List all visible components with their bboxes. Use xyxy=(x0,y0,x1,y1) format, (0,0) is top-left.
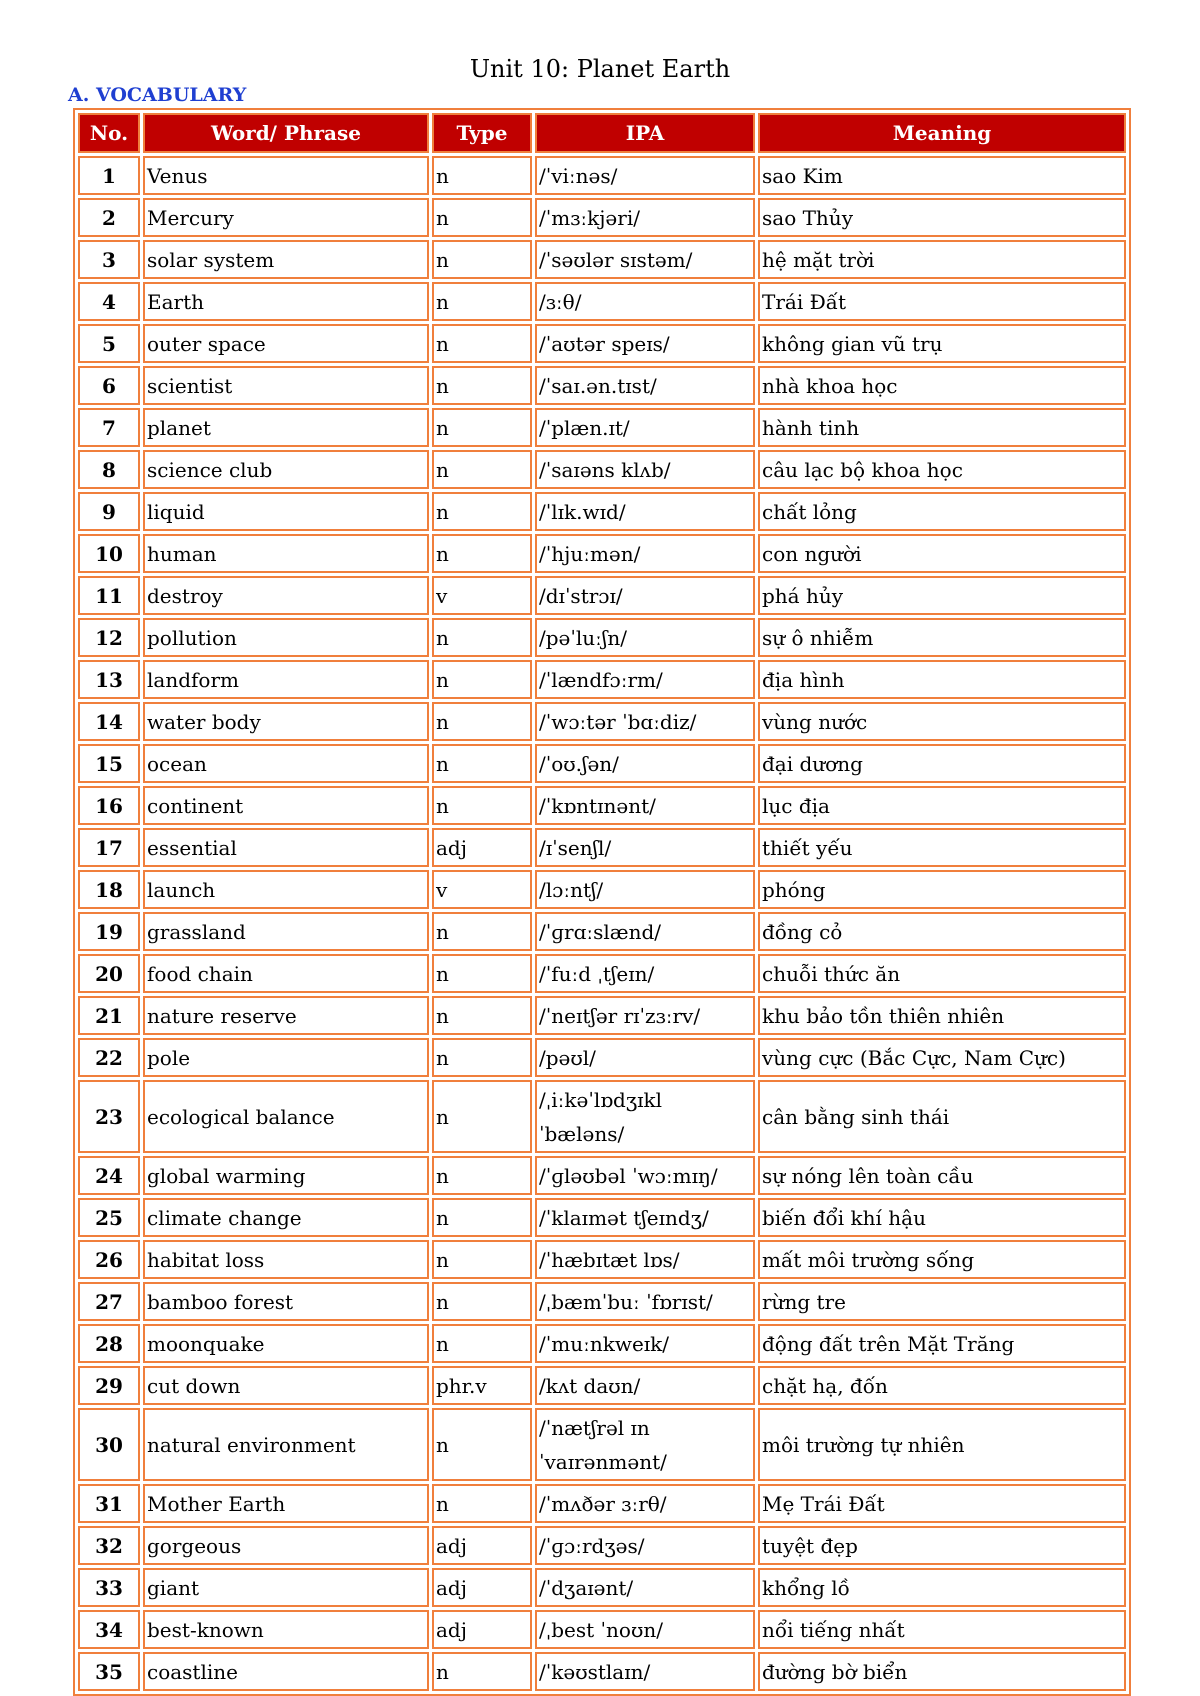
cell-type: n xyxy=(432,366,532,405)
cell-no: 9 xyxy=(78,492,140,531)
cell-meaning: chuỗi thức ăn xyxy=(758,954,1126,993)
cell-ipa: /lɔːntʃ/ xyxy=(535,870,755,909)
cell-word: Mercury xyxy=(143,198,429,237)
table-row xyxy=(78,240,1126,279)
cell-no: 2 xyxy=(78,198,140,237)
cell-no: 8 xyxy=(78,450,140,489)
table-row xyxy=(78,324,1126,363)
cell-meaning: phóng xyxy=(758,870,1126,909)
cell-word: continent xyxy=(143,786,429,825)
cell-meaning: sao Thủy xyxy=(758,198,1126,237)
cell-ipa: /ˈɡɔːrdʒəs/ xyxy=(535,1526,755,1565)
cell-word: launch xyxy=(143,870,429,909)
cell-meaning: lục địa xyxy=(758,786,1126,825)
cell-ipa: /ˈkəʊstlaɪn/ xyxy=(535,1652,755,1691)
table-row xyxy=(78,912,1126,951)
cell-meaning: khu bảo tồn thiên nhiên xyxy=(758,996,1126,1035)
table-row xyxy=(78,1324,1126,1363)
cell-meaning: sự nóng lên toàn cầu xyxy=(758,1156,1126,1195)
cell-type: n xyxy=(432,1038,532,1077)
cell-meaning: sao Kim xyxy=(758,156,1126,195)
cell-word: pollution xyxy=(143,618,429,657)
cell-meaning: vùng nước xyxy=(758,702,1126,741)
cell-word: planet xyxy=(143,408,429,447)
cell-type: n xyxy=(432,996,532,1035)
cell-no: 22 xyxy=(78,1038,140,1077)
cell-meaning: đường bờ biển xyxy=(758,1652,1126,1691)
cell-word: bamboo forest xyxy=(143,1282,429,1321)
cell-ipa: /ˈhjuːmən/ xyxy=(535,534,755,573)
cell-ipa: /ˈsaɪ.ən.tɪst/ xyxy=(535,366,755,405)
cell-word: giant xyxy=(143,1568,429,1607)
cell-no: 7 xyxy=(78,408,140,447)
cell-word: essential xyxy=(143,828,429,867)
cell-type: n xyxy=(432,1324,532,1363)
table-row xyxy=(78,702,1126,741)
cell-meaning: đồng cỏ xyxy=(758,912,1126,951)
cell-no: 32 xyxy=(78,1526,140,1565)
cell-no: 21 xyxy=(78,996,140,1035)
cell-meaning: không gian vũ trụ xyxy=(758,324,1126,363)
cell-no: 15 xyxy=(78,744,140,783)
cell-word: natural environment xyxy=(143,1408,429,1481)
table-row xyxy=(78,870,1126,909)
page-title: Unit 10: Planet Earth xyxy=(469,55,731,83)
cell-ipa: /ˈlɪk.wɪd/ xyxy=(535,492,755,531)
cell-ipa: /ˌiːkəˈlɒdʒɪkl ˈbæləns/ xyxy=(535,1080,755,1153)
cell-ipa: /ˈmʌðər ɜːrθ/ xyxy=(535,1484,755,1523)
cell-word: grassland xyxy=(143,912,429,951)
table-row xyxy=(78,996,1126,1035)
cell-meaning: rừng tre xyxy=(758,1282,1126,1321)
cell-no: 17 xyxy=(78,828,140,867)
cell-type: v xyxy=(432,576,532,615)
cell-type: n xyxy=(432,198,532,237)
cell-type: n xyxy=(432,1282,532,1321)
cell-ipa: /ˈneɪtʃər rɪˈzɜːrv/ xyxy=(535,996,755,1035)
cell-no: 14 xyxy=(78,702,140,741)
cell-no: 28 xyxy=(78,1324,140,1363)
cell-ipa: /ˈfuːd ˌtʃeɪn/ xyxy=(535,954,755,993)
cell-no: 16 xyxy=(78,786,140,825)
cell-no: 34 xyxy=(78,1610,140,1649)
cell-type: adj xyxy=(432,1526,532,1565)
cell-ipa: /ˌbæmˈbuː ˈfɒrɪst/ xyxy=(535,1282,755,1321)
column-header-word: Word/ Phrase xyxy=(143,113,429,153)
cell-word: outer space xyxy=(143,324,429,363)
table-row xyxy=(78,1526,1126,1565)
table-row xyxy=(78,450,1126,489)
cell-word: human xyxy=(143,534,429,573)
cell-meaning: nổi tiếng nhất xyxy=(758,1610,1126,1649)
cell-type: phr.v xyxy=(432,1366,532,1405)
cell-no: 5 xyxy=(78,324,140,363)
table-row xyxy=(78,576,1126,615)
cell-word: gorgeous xyxy=(143,1526,429,1565)
cell-word: ecological balance xyxy=(143,1080,429,1153)
table-row xyxy=(78,1366,1126,1405)
cell-no: 31 xyxy=(78,1484,140,1523)
cell-meaning: phá hủy xyxy=(758,576,1126,615)
cell-type: n xyxy=(432,660,532,699)
cell-ipa: /ˈkɒntɪnənt/ xyxy=(535,786,755,825)
cell-no: 6 xyxy=(78,366,140,405)
cell-no: 3 xyxy=(78,240,140,279)
cell-no: 18 xyxy=(78,870,140,909)
table-body xyxy=(78,156,1126,1691)
cell-type: adj xyxy=(432,1568,532,1607)
cell-type: n xyxy=(432,618,532,657)
cell-meaning: con người xyxy=(758,534,1126,573)
cell-type: n xyxy=(432,240,532,279)
cell-ipa: /ˈmɜːkjəri/ xyxy=(535,198,755,237)
cell-meaning: Trái Đất xyxy=(758,282,1126,321)
cell-no: 25 xyxy=(78,1198,140,1237)
cell-type: n xyxy=(432,324,532,363)
cell-ipa: /dɪˈstrɔɪ/ xyxy=(535,576,755,615)
table-row xyxy=(78,282,1126,321)
cell-word: food chain xyxy=(143,954,429,993)
table-row xyxy=(78,1408,1126,1481)
cell-word: Earth xyxy=(143,282,429,321)
cell-type: n xyxy=(432,912,532,951)
cell-ipa: /kʌt daʊn/ xyxy=(535,1366,755,1405)
table-row xyxy=(78,1156,1126,1195)
cell-type: n xyxy=(432,282,532,321)
cell-ipa: /ˈoʊ.ʃən/ xyxy=(535,744,755,783)
table-row xyxy=(78,156,1126,195)
cell-ipa: /ˈsəʊlər sɪstəm/ xyxy=(535,240,755,279)
cell-meaning: mất môi trường sống xyxy=(758,1240,1126,1279)
column-header-meaning: Meaning xyxy=(758,113,1126,153)
cell-no: 11 xyxy=(78,576,140,615)
cell-ipa: /ˈnætʃrəl ɪn ˈvaɪrənmənt/ xyxy=(535,1408,755,1481)
cell-meaning: chặt hạ, đốn xyxy=(758,1366,1126,1405)
table-row xyxy=(78,1282,1126,1321)
cell-meaning: sự ô nhiễm xyxy=(758,618,1126,657)
cell-ipa: /ˈklaɪmət tʃeɪndʒ/ xyxy=(535,1198,755,1237)
cell-type: n xyxy=(432,1484,532,1523)
table-row xyxy=(78,828,1126,867)
cell-word: pole xyxy=(143,1038,429,1077)
cell-no: 20 xyxy=(78,954,140,993)
cell-word: Mother Earth xyxy=(143,1484,429,1523)
table-row xyxy=(78,1080,1126,1153)
cell-type: n xyxy=(432,1156,532,1195)
cell-type: v xyxy=(432,870,532,909)
cell-ipa: /ˈsaɪəns klʌb/ xyxy=(535,450,755,489)
table-row xyxy=(78,1484,1126,1523)
cell-ipa: /ˈaʊtər speɪs/ xyxy=(535,324,755,363)
cell-type: n xyxy=(432,408,532,447)
cell-ipa: /ˈdʒaɪənt/ xyxy=(535,1568,755,1607)
cell-meaning: hành tinh xyxy=(758,408,1126,447)
cell-ipa: /ˈɡləʊbəl ˈwɔːmɪŋ/ xyxy=(535,1156,755,1195)
column-header-type: Type xyxy=(432,113,532,153)
cell-type: n xyxy=(432,1198,532,1237)
cell-type: adj xyxy=(432,828,532,867)
table-row xyxy=(78,198,1126,237)
cell-type: n xyxy=(432,786,532,825)
cell-meaning: địa hình xyxy=(758,660,1126,699)
cell-word: destroy xyxy=(143,576,429,615)
cell-no: 27 xyxy=(78,1282,140,1321)
cell-no: 30 xyxy=(78,1408,140,1481)
table-row xyxy=(78,1610,1126,1649)
cell-meaning: biến đổi khí hậu xyxy=(758,1198,1126,1237)
column-header-no: No. xyxy=(78,113,140,153)
table-header-row xyxy=(78,113,1126,153)
cell-word: liquid xyxy=(143,492,429,531)
cell-type: adj xyxy=(432,1610,532,1649)
cell-no: 33 xyxy=(78,1568,140,1607)
cell-meaning: đại dương xyxy=(758,744,1126,783)
cell-word: habitat loss xyxy=(143,1240,429,1279)
cell-ipa: /ɜːθ/ xyxy=(535,282,755,321)
cell-no: 13 xyxy=(78,660,140,699)
cell-type: n xyxy=(432,1240,532,1279)
table-row xyxy=(78,1652,1126,1691)
cell-no: 26 xyxy=(78,1240,140,1279)
cell-type: n xyxy=(432,492,532,531)
cell-type: n xyxy=(432,156,532,195)
cell-word: global warming xyxy=(143,1156,429,1195)
cell-type: n xyxy=(432,534,532,573)
cell-word: moonquake xyxy=(143,1324,429,1363)
cell-word: landform xyxy=(143,660,429,699)
cell-word: cut down xyxy=(143,1366,429,1405)
cell-meaning: tuyệt đẹp xyxy=(758,1526,1126,1565)
cell-type: n xyxy=(432,702,532,741)
cell-ipa: /ˈhæbɪtæt lɒs/ xyxy=(535,1240,755,1279)
cell-no: 12 xyxy=(78,618,140,657)
cell-ipa: /ɪˈsenʃl/ xyxy=(535,828,755,867)
cell-meaning: câu lạc bộ khoa học xyxy=(758,450,1126,489)
table-row xyxy=(78,534,1126,573)
cell-ipa: /ˈviːnəs/ xyxy=(535,156,755,195)
cell-type: n xyxy=(432,1408,532,1481)
cell-no: 35 xyxy=(78,1652,140,1691)
cell-meaning: nhà khoa học xyxy=(758,366,1126,405)
cell-no: 1 xyxy=(78,156,140,195)
table-row xyxy=(78,408,1126,447)
cell-ipa: /pəʊl/ xyxy=(535,1038,755,1077)
cell-meaning: cân bằng sinh thái xyxy=(758,1080,1126,1153)
cell-word: ocean xyxy=(143,744,429,783)
cell-word: solar system xyxy=(143,240,429,279)
cell-word: climate change xyxy=(143,1198,429,1237)
cell-type: n xyxy=(432,450,532,489)
cell-meaning: môi trường tự nhiên xyxy=(758,1408,1126,1481)
cell-ipa: /ˌbest ˈnoʊn/ xyxy=(535,1610,755,1649)
table-row xyxy=(78,660,1126,699)
table-row xyxy=(78,1198,1126,1237)
column-header-ipa: IPA xyxy=(535,113,755,153)
cell-type: n xyxy=(432,744,532,783)
cell-word: science club xyxy=(143,450,429,489)
table-row xyxy=(78,492,1126,531)
cell-meaning: hệ mặt trời xyxy=(758,240,1126,279)
cell-no: 19 xyxy=(78,912,140,951)
cell-word: scientist xyxy=(143,366,429,405)
cell-word: best-known xyxy=(143,1610,429,1649)
cell-word: coastline xyxy=(143,1652,429,1691)
table-row xyxy=(78,954,1126,993)
table-row xyxy=(78,1038,1126,1077)
table-row xyxy=(78,366,1126,405)
table-row xyxy=(78,618,1126,657)
section-heading: A. VOCABULARY xyxy=(68,84,247,106)
table-row xyxy=(78,744,1126,783)
cell-meaning: chất lỏng xyxy=(758,492,1126,531)
cell-ipa: /ˈɡrɑːslænd/ xyxy=(535,912,755,951)
cell-meaning: vùng cực (Bắc Cực, Nam Cực) xyxy=(758,1038,1126,1077)
vocabulary-table xyxy=(73,108,1131,1696)
cell-meaning: Mẹ Trái Đất xyxy=(758,1484,1126,1523)
cell-type: n xyxy=(432,1080,532,1153)
cell-meaning: thiết yếu xyxy=(758,828,1126,867)
table-row xyxy=(78,1568,1126,1607)
cell-word: nature reserve xyxy=(143,996,429,1035)
cell-ipa: /ˈwɔːtər ˈbɑːdiz/ xyxy=(535,702,755,741)
cell-ipa: /ˈplæn.ɪt/ xyxy=(535,408,755,447)
cell-ipa: /ˈlændfɔːrm/ xyxy=(535,660,755,699)
cell-no: 10 xyxy=(78,534,140,573)
table-row xyxy=(78,786,1126,825)
cell-word: water body xyxy=(143,702,429,741)
cell-no: 23 xyxy=(78,1080,140,1153)
cell-word: Venus xyxy=(143,156,429,195)
table-row xyxy=(78,1240,1126,1279)
cell-type: n xyxy=(432,954,532,993)
cell-meaning: khổng lồ xyxy=(758,1568,1126,1607)
cell-no: 4 xyxy=(78,282,140,321)
cell-meaning: động đất trên Mặt Trăng xyxy=(758,1324,1126,1363)
cell-type: n xyxy=(432,1652,532,1691)
cell-no: 29 xyxy=(78,1366,140,1405)
cell-ipa: /ˈmuːnkweɪk/ xyxy=(535,1324,755,1363)
cell-no: 24 xyxy=(78,1156,140,1195)
cell-ipa: /pəˈluːʃn/ xyxy=(535,618,755,657)
